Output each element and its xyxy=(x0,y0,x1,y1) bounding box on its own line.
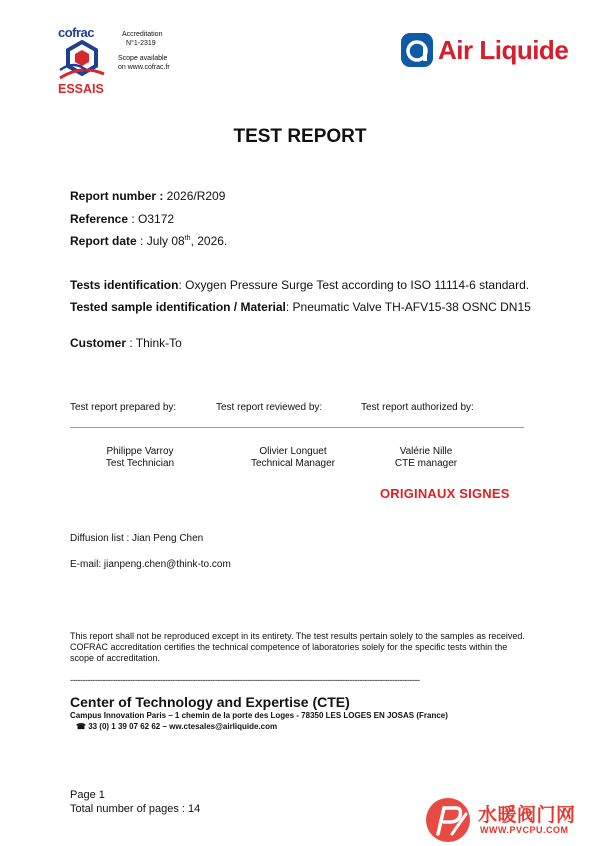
page-title: TEST REPORT xyxy=(233,126,367,147)
cte-phone: ☎ 33 (0) 1 39 07 62 62 – ww.ctesales@airliquide.com xyxy=(76,722,278,731)
accreditation-line1: Accreditation xyxy=(122,31,163,38)
report-reference xyxy=(70,212,174,226)
air-liquide-wordmark: Air Liquide xyxy=(438,34,569,65)
prepared-role: Test Technician xyxy=(105,458,175,469)
reviewed-by-label: Test report reviewed by: xyxy=(216,402,323,413)
prepared-name: Philippe Varroy xyxy=(106,446,174,457)
scope-line1: Scope available xyxy=(118,55,168,62)
reference-value: : O3172 xyxy=(128,212,175,226)
report-date xyxy=(70,234,227,248)
accreditation-block xyxy=(118,30,170,72)
page-footer xyxy=(70,788,200,816)
customer xyxy=(70,336,182,350)
authorized-by-label: Test report authorized by: xyxy=(361,402,474,413)
report-date-suffix: th xyxy=(184,235,191,242)
watermark-text: 水暖阀门网 xyxy=(478,805,576,826)
tests-identification-label: Tests identification xyxy=(70,278,179,292)
essais-logo-text: ESSAIS xyxy=(58,82,104,96)
tested-sample-label: Tested sample identification / Material xyxy=(70,300,286,314)
report-date-value: : July 08 xyxy=(136,234,185,248)
report-number xyxy=(70,189,225,203)
report-date-year: , 2026. xyxy=(190,234,228,248)
total-pages: Total number of pages : 14 xyxy=(70,803,201,815)
report-number-value: 2026/R209 xyxy=(163,189,226,203)
signatory-reviewed xyxy=(238,446,348,470)
reference-label: Reference xyxy=(70,212,129,226)
cofrac-logo-text: cofrac xyxy=(58,25,95,40)
cte-name: Center of Technology and Expertise (CTE) xyxy=(70,694,350,710)
prepared-by-label: Test report prepared by: xyxy=(70,402,177,413)
accreditation-number: N°1-2319 xyxy=(126,40,156,47)
reviewed-name: Olivier Longuet xyxy=(259,446,327,457)
page-number: Page 1 xyxy=(70,789,105,801)
legal-notice: This report shall not be reproduced except in its entirety. The test results pertain solely to the samples as received. COFRAC accreditation certifies the technical competence of laboratories solely for the specific tests within the scope of accreditation. xyxy=(70,631,525,663)
air-liquide-logo xyxy=(400,32,568,68)
cofrac-essais-logo xyxy=(56,24,108,96)
dashed-separator: -------------------------------------------------------------------------------------------------------------------------------------------- xyxy=(70,676,420,684)
authorized-name: Valérie Nille xyxy=(399,446,453,457)
cte-address: Campus Innovation Paris – 1 chemin de la porte des Loges - 78350 LES LOGES EN JOSAS (France) xyxy=(70,711,448,720)
customer-label: Customer xyxy=(70,336,127,350)
tested-sample xyxy=(70,300,540,314)
authorized-role: CTE manager xyxy=(394,458,458,469)
air-liquide-emblem-icon xyxy=(400,32,434,68)
report-number-label: Report number : xyxy=(70,189,164,203)
scope-line2: on www.cofrac.fr xyxy=(118,64,170,71)
tests-identification-value: : Oxygen Pressure Surge Test according to ISO 11114-6 standard. xyxy=(178,278,530,292)
diffusion-list: Diffusion list : Jian Peng Chen xyxy=(70,533,204,544)
customer-value: : Think-To xyxy=(126,336,182,350)
signatory-authorized xyxy=(378,446,474,470)
contact-email: E-mail: jianpeng.chen@think-to.com xyxy=(70,559,231,570)
watermark-url: WWW.PVCPU.COM xyxy=(480,825,569,835)
tests-identification xyxy=(70,278,529,292)
tested-sample-value: : Pneumatic Valve TH-AFV15-38 OSNC DN15 xyxy=(285,300,531,314)
signatory-prepared xyxy=(92,446,188,470)
report-date-label: Report date xyxy=(70,234,137,248)
signature-divider xyxy=(70,427,524,428)
originals-signed-stamp: ORIGINAUX SIGNES xyxy=(380,486,510,501)
reviewed-role: Technical Manager xyxy=(251,458,335,469)
